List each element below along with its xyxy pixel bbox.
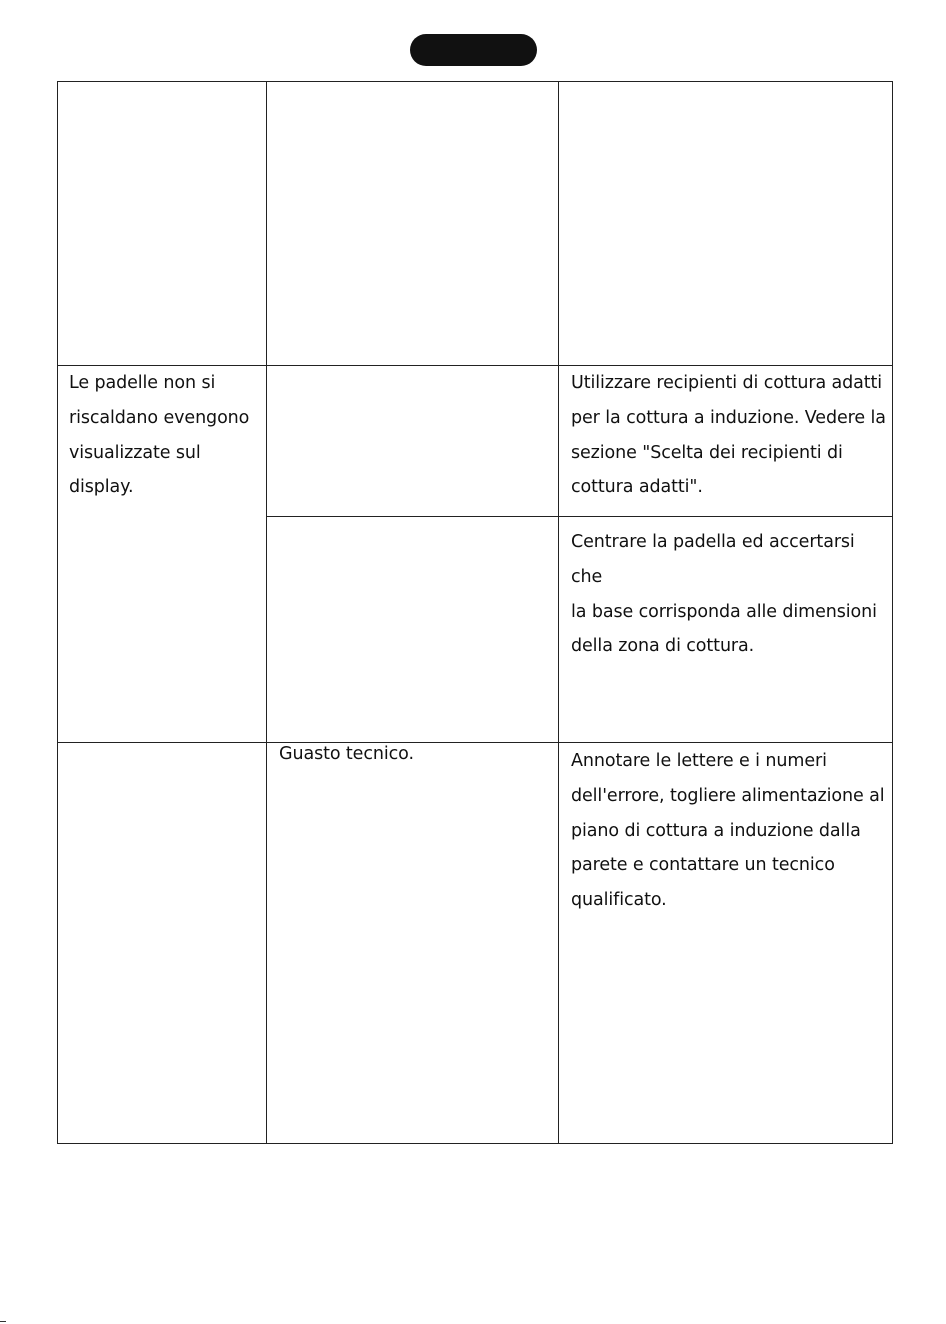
solution-cell-text: Annotare le lettere e i numeri dell'errore, togliere alimentazione al piano di cottura a induzione dalla parete e contattare un tecnico qualificato. bbox=[571, 751, 885, 911]
column-divider-1 bbox=[266, 81, 267, 1144]
solution-cell-text: Utilizzare recipienti di cottura adatti per la cottura a induzione. Vedere la sezione "Scelta dei recipienti di cottura adatti". bbox=[571, 373, 886, 498]
problem-cell-text: Le padelle non si riscaldano evengono visualizzate sul display. bbox=[69, 373, 250, 498]
column-divider-2 bbox=[558, 81, 559, 1144]
table-border-left bbox=[57, 81, 58, 1144]
solution-cell-text: Centrare la padella ed accertarsi che la base corrisponda alle dimensioni della zona di cottura. bbox=[571, 532, 877, 657]
page-corner-mark bbox=[0, 1321, 6, 1322]
row-divider-subrow bbox=[266, 516, 893, 517]
cause-cell-text: Guasto tecnico. bbox=[279, 744, 414, 764]
table-border-top bbox=[57, 81, 893, 82]
table-border-right bbox=[892, 81, 893, 1144]
troubleshooting-table bbox=[57, 81, 893, 1144]
header-pill bbox=[410, 34, 537, 66]
table-border-bottom bbox=[57, 1143, 893, 1144]
